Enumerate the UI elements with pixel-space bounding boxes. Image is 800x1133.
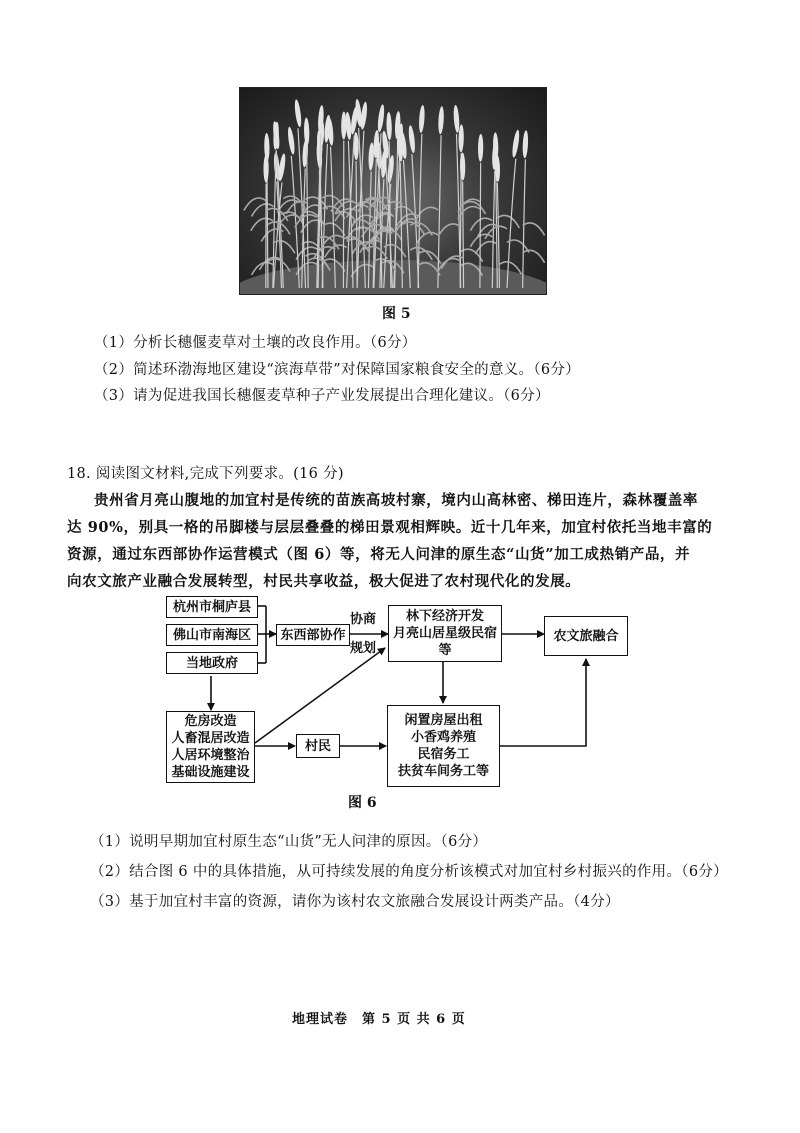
forest-line2: 月亮山居星级民宿 bbox=[392, 626, 497, 641]
box-tonglu-county: 杭州市桐庐县 bbox=[166, 596, 258, 618]
renovation-line2: 人畜混居改造 bbox=[171, 731, 250, 746]
renovation-line4: 基础设施建设 bbox=[171, 765, 250, 780]
page-footer: 地理试卷 第 5 页 共 6 页 bbox=[292, 1012, 466, 1027]
q18-sub2: （2）结合图 6 中的具体措施，从可持续发展的角度分析该模式对加宜村乡村振兴的作用。（6分） bbox=[90, 864, 728, 880]
box-nanhai-district: 佛山市南海区 bbox=[166, 624, 258, 646]
box-renovation-measures bbox=[166, 711, 255, 783]
income-line2: 小香鸡养殖 bbox=[410, 730, 476, 745]
box-local-government: 当地政府 bbox=[166, 652, 258, 674]
forest-line1: 林下经济开发 bbox=[405, 609, 484, 624]
label-coordination: 协商 bbox=[350, 612, 377, 627]
figure6-caption: 图 6 bbox=[348, 795, 377, 811]
income-line3: 民宿务工 bbox=[417, 747, 470, 762]
q17-sub1: （1）分析长穗偃麦草对土壤的改良作用。（6分） bbox=[94, 335, 417, 351]
box-east-west-cooperation: 东西部协作 bbox=[276, 624, 350, 646]
label-planning: 规划 bbox=[350, 641, 377, 656]
q17-sub2: （2）简述环渤海地区建设“滨海草带”对保障国家粮食安全的意义。（6分） bbox=[94, 362, 581, 378]
box-agri-culture-tourism: 农文旅融合 bbox=[544, 616, 628, 656]
q18-para-line1: 贵州省月亮山腹地的加宜村是传统的苗族高坡村寨，境内山高林密、梯田连片，森林覆盖率 bbox=[94, 492, 698, 509]
figure5-caption: 图 5 bbox=[382, 306, 411, 322]
q18-para-line2: 达 90%，别具一格的吊脚楼与层层叠叠的梯田景观相辉映。近十几年来，加宜村依托当地丰富的 bbox=[67, 519, 713, 536]
box-villager-income bbox=[387, 705, 500, 787]
box-villagers: 村民 bbox=[296, 734, 340, 758]
forest-line3: 等 bbox=[438, 643, 452, 658]
income-line4: 扶贫车间务工等 bbox=[397, 764, 489, 779]
renovation-line3: 人居环境整治 bbox=[171, 748, 250, 763]
q17-sub3: （3）请为促进我国长穗偃麦草种子产业发展提出合理化建议。（6分） bbox=[94, 388, 550, 404]
q18-para-line4: 向农文旅产业融合发展转型，村民共享收益，极大促进了农村现代化的发展。 bbox=[67, 573, 581, 590]
q18-heading: 18. 阅读图文材料,完成下列要求。(16 分) bbox=[67, 466, 344, 482]
box-forest-economy bbox=[388, 605, 502, 662]
income-line1: 闲置房屋出租 bbox=[404, 713, 483, 728]
renovation-line1: 危房改造 bbox=[184, 714, 237, 729]
q18-sub3: （3）基于加宜村丰富的资源，请你为该村农文旅融合发展设计两类产品。（4分） bbox=[90, 894, 620, 910]
q18-para-line3: 资源，通过东西部协作运营模式（图 6）等，将无人问津的原生态“山货”加工成热销产品，并 bbox=[67, 546, 691, 563]
q18-sub1: （1）说明早期加宜村原生态“山货”无人问津的原因。（6分） bbox=[90, 834, 488, 850]
